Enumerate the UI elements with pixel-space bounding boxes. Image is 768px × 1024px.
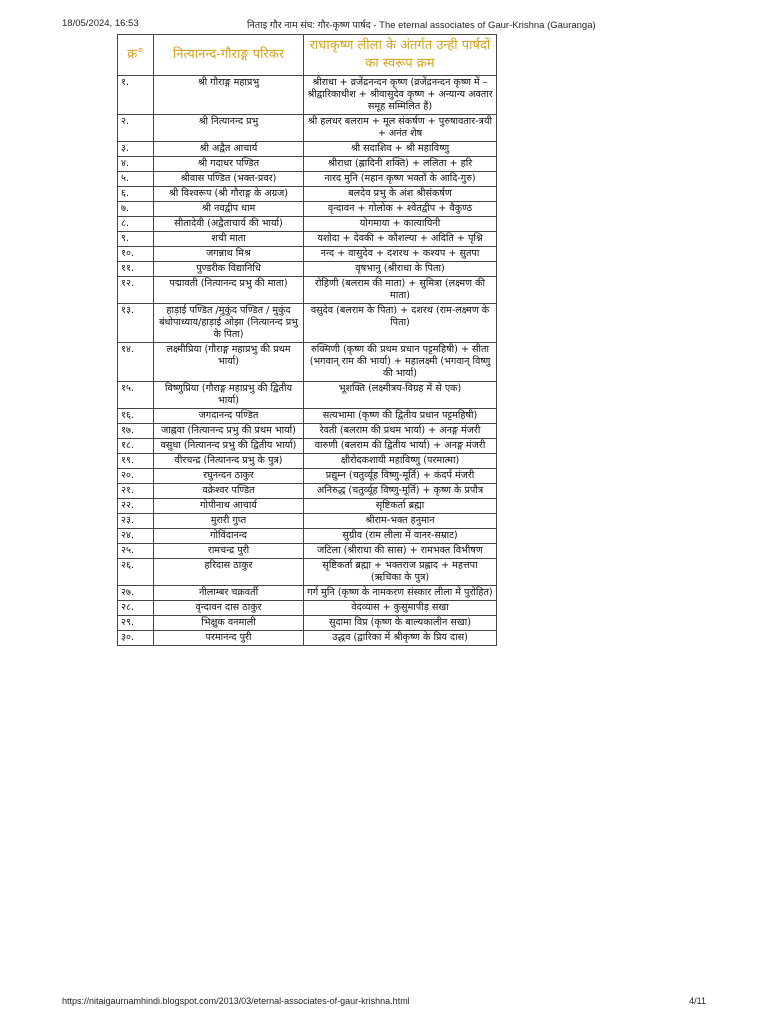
table-row (118, 484, 497, 499)
associate-name: भिक्षुक वनमाली (154, 616, 304, 631)
row-number: १५. (118, 382, 154, 409)
leela-form: रुक्मिणी (कृष्ण की प्रथम प्रधान पट्टमहिषी) + सीता (भगवान् राम की भार्या) + महालक्ष्मी (भगवान् विष्णु की भार्या) (304, 343, 497, 382)
table-row (118, 115, 497, 142)
print-title: निताइ गौर नाम संघ: गौर-कृष्ण पार्षद - The eternal associates of Gaur-Krishna (Gauranga) (247, 20, 596, 31)
leela-form: वारुणी (बलराम की द्वितीय भार्या) + अनङ्ग मंजरी (304, 439, 497, 454)
row-number: ८. (118, 217, 154, 232)
leela-form: यशोदा + देवकी + कौशल्या + अदिति + पृश्नि (304, 232, 497, 247)
table-row (118, 187, 497, 202)
row-number: २७. (118, 586, 154, 601)
table-row (118, 586, 497, 601)
row-number: ७. (118, 202, 154, 217)
row-number: १. (118, 76, 154, 115)
table-row (118, 343, 497, 382)
leela-form: श्री सदाशिव + श्री महाविष्णु (304, 142, 497, 157)
row-number: २०. (118, 469, 154, 484)
associate-name: शची माता (154, 232, 304, 247)
associate-name: हाड़ाई पण्डित /मुकुंद पण्डित / मुकुंद बंधोपाध्याय/हाड़ाई ओझा (नित्यानन्द प्रभु के पिता) (154, 304, 304, 343)
table-row (118, 439, 497, 454)
row-number: ९. (118, 232, 154, 247)
associate-name: पुण्डरीक विद्यानिधि (154, 262, 304, 277)
row-number: १४. (118, 343, 154, 382)
table-row (118, 172, 497, 187)
associate-name: जगदानन्द पण्डित (154, 409, 304, 424)
leela-form: श्रीराधा (ह्लादिनी शक्ति) + ललिता + हरि (304, 157, 497, 172)
header-leela-forms: राधाकृष्ण लीला के अंतर्गत उन्ही पार्षदों का स्वरूप क्रम (304, 35, 497, 76)
associate-name: गोपीनाथ आचार्य (154, 499, 304, 514)
leela-form: भूशक्ति (लक्ष्मीत्रय-विग्रह में से एक) (304, 382, 497, 409)
table-row (118, 631, 497, 646)
leela-form: क्षीरोदकशायी महाविष्णु (परमात्मा) (304, 454, 497, 469)
row-number: २१. (118, 484, 154, 499)
associate-name: श्री नवद्वीप धाम (154, 202, 304, 217)
associate-name: जाह्नवा (नित्यानन्द प्रभु की प्रथम भार्या) (154, 424, 304, 439)
leela-form: सृष्टिकर्ता ब्रह्मा (304, 499, 497, 514)
row-number: २५. (118, 544, 154, 559)
associate-name: वृन्दावन दास ठाकुर (154, 601, 304, 616)
print-date: 18/05/2024, 16:53 (62, 18, 139, 29)
leela-form: श्री हलधर बलराम + मूल संकर्षण + पुरुषावतार-त्रयी + अनंत शेष (304, 115, 497, 142)
table-row (118, 544, 497, 559)
table-row (118, 424, 497, 439)
row-number: ३. (118, 142, 154, 157)
table-row (118, 232, 497, 247)
header-associates: नित्यानन्द-गौराङ्ग परिकर (154, 35, 304, 76)
table-row (118, 76, 497, 115)
row-number: ५. (118, 172, 154, 187)
leela-form: योगमाया + कात्यायिनी (304, 217, 497, 232)
row-number: १९. (118, 454, 154, 469)
associate-name: श्री गौराङ्ग महाप्रभु (154, 76, 304, 115)
leela-form: वेदव्यास + कुसुमापीड़ सखा (304, 601, 497, 616)
row-number: २२. (118, 499, 154, 514)
row-number: १३. (118, 304, 154, 343)
associate-name: वसुधा (नित्यानन्द प्रभु की द्वितीय भार्या) (154, 439, 304, 454)
leela-form: श्रीराधा + व्रजेंद्रनन्दन कृष्ण (व्रजेंद्रनन्दन कृष्ण में – श्रीद्वारिकाधीश + श्रीवासुदेव कृष्ण + अन्यान्य अवतार समूह सम्मिलित हैं) (304, 76, 497, 115)
leela-form: अनिरुद्ध (चतुर्व्यूह विष्णु-मूर्ति) + कृष्ण के प्रपौत्र (304, 484, 497, 499)
associate-name: मुरारी गुप्त (154, 514, 304, 529)
leela-form: उद्धव (द्वारिका में श्रीकृष्ण के प्रिय दास) (304, 631, 497, 646)
row-number: ३०. (118, 631, 154, 646)
leela-form: जटिला (श्रीराधा की सास) + रामभक्त विभीषण (304, 544, 497, 559)
associate-name: लक्ष्मीप्रिया (गौराङ्ग महाप्रभु की प्रथम भार्या) (154, 343, 304, 382)
row-number: २. (118, 115, 154, 142)
associate-name: श्री अद्वैत आचार्य (154, 142, 304, 157)
associate-name: रघुनन्दन ठाकुर (154, 469, 304, 484)
associate-name: वक्रेश्वर पण्डित (154, 484, 304, 499)
leela-form: रेवती (बलराम की प्रथम भार्या) + अनङ्ग मंजरी (304, 424, 497, 439)
table-row (118, 454, 497, 469)
table-header-row (118, 35, 497, 76)
table-row (118, 262, 497, 277)
print-header (62, 18, 706, 32)
table-row (118, 469, 497, 484)
print-footer (62, 996, 706, 1010)
associate-name: श्री गदाधर पण्डित (154, 157, 304, 172)
table-row (118, 217, 497, 232)
associate-name: वीरचन्द्र (नित्यानन्द प्रभु के पुत्र) (154, 454, 304, 469)
associates-table (117, 34, 497, 646)
associate-name: श्री नित्यानन्द प्रभु (154, 115, 304, 142)
leela-form: सृष्टिकर्ता ब्रह्मा + भक्तराज प्रह्लाद + महत्तपा (ऋचिका के पुत्र) (304, 559, 497, 586)
row-number: २३. (118, 514, 154, 529)
table-row (118, 514, 497, 529)
associate-name: विष्णुप्रिया (गौराङ्ग महाप्रभु की द्वितीय भार्या) (154, 382, 304, 409)
table-row (118, 616, 497, 631)
leela-form: सुदामा विप्र (कृष्ण के बाल्यकालीन सखा) (304, 616, 497, 631)
row-number: ११. (118, 262, 154, 277)
table-row (118, 601, 497, 616)
associate-name: श्री विश्वरूप (श्री गौराङ्ग के अग्रज) (154, 187, 304, 202)
table-row (118, 499, 497, 514)
leela-form: नन्द + वासुदेव + दशरथ + कश्यप + सुतपा (304, 247, 497, 262)
leela-form: सुग्रीव (राम लीला में वानर-सम्राट) (304, 529, 497, 544)
associate-name: जगन्नाथ मिश्र (154, 247, 304, 262)
table-row (118, 304, 497, 343)
associate-name: सीतादेवी (अद्वैताचार्य की भार्या) (154, 217, 304, 232)
row-number: २९. (118, 616, 154, 631)
associate-name: पद्मावती (नित्यानन्द प्रभु की माता) (154, 277, 304, 304)
associate-name: नीलाम्बर चक्रवर्ती (154, 586, 304, 601)
leela-form: सत्यभामा (कृष्ण की द्वितीय प्रधान पट्टमहिषी) (304, 409, 497, 424)
header-number: क्र° (118, 35, 154, 76)
leela-form: वृषभानु (श्रीराधा के पिता) (304, 262, 497, 277)
associate-name: रामचन्द्र पुरी (154, 544, 304, 559)
leela-form: रोहिणी (बलराम की माता) + सुमित्रा (लक्ष्मण की माता) (304, 277, 497, 304)
leela-form: वृन्दावन + गोलोक + श्वेतद्वीप + वैकुण्ठ (304, 202, 497, 217)
leela-form: बलदेव प्रभु के अंश श्रीसंकर्षण (304, 187, 497, 202)
row-number: २४. (118, 529, 154, 544)
row-number: २६. (118, 559, 154, 586)
leela-form: वसुदेव (बलराम के पिता) + दशरथ (राम-लक्ष्मण के पिता) (304, 304, 497, 343)
table-row (118, 409, 497, 424)
row-number: १२. (118, 277, 154, 304)
table-row (118, 247, 497, 262)
associate-name: परमानन्द पुरी (154, 631, 304, 646)
leela-form: नारद मुनि (महान कृष्ण भक्तों के आदि-गुरु) (304, 172, 497, 187)
table-row (118, 202, 497, 217)
row-number: १७. (118, 424, 154, 439)
associate-name: श्रीवास पण्डित (भक्त-प्रवर) (154, 172, 304, 187)
row-number: १०. (118, 247, 154, 262)
table-row (118, 277, 497, 304)
row-number: १८. (118, 439, 154, 454)
page-number: 4/11 (689, 996, 706, 1006)
table-body (118, 76, 497, 646)
row-number: १६. (118, 409, 154, 424)
table-row (118, 157, 497, 172)
row-number: ४. (118, 157, 154, 172)
table-row (118, 529, 497, 544)
page-url: https://nitaigaurnamhindi.blogspot.com/2013/03/eternal-associates-of-gaur-krishna.html (62, 996, 410, 1006)
associate-name: गोविंदानन्द (154, 529, 304, 544)
table-row (118, 142, 497, 157)
table-row (118, 382, 497, 409)
table-row (118, 559, 497, 586)
row-number: ६. (118, 187, 154, 202)
associate-name: हरिदास ठाकुर (154, 559, 304, 586)
leela-form: गर्ग मुनि (कृष्ण के नामकरण संस्कार लीला में पुरोहित) (304, 586, 497, 601)
leela-form: श्रीराम-भक्त हनुमान (304, 514, 497, 529)
row-number: २८. (118, 601, 154, 616)
leela-form: प्रद्युम्न (चतुर्व्यूह विष्णु-मूर्ति) + कंदर्प मंजरी (304, 469, 497, 484)
